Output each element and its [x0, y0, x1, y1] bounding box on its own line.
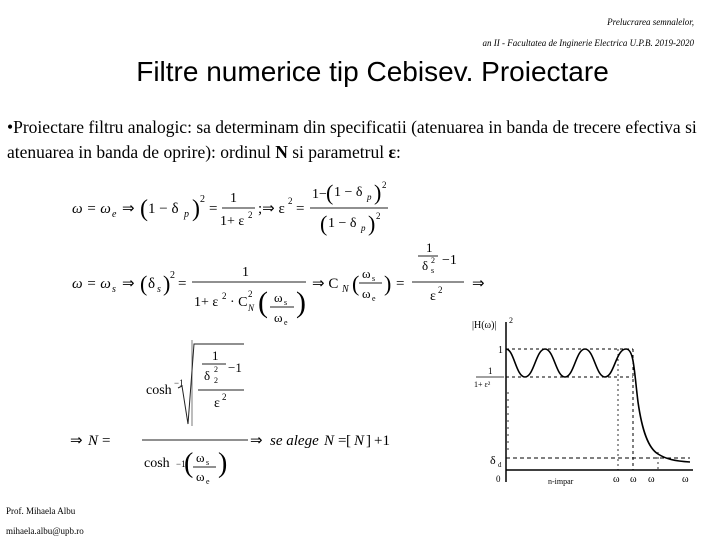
- svg-text:s: s: [284, 298, 288, 307]
- svg-text:⇒: ⇒: [122, 201, 135, 217]
- footer-author: Prof. Mihaela Albu: [6, 506, 76, 516]
- svg-text:1: 1: [212, 348, 219, 363]
- label-delta-sub: d: [498, 461, 502, 469]
- svg-text:=: =: [296, 201, 305, 217]
- svg-text:(: (: [140, 271, 148, 296]
- svg-text:s: s: [206, 458, 210, 467]
- svg-text:): ): [384, 271, 392, 296]
- svg-text:1+ ε: 1+ ε: [220, 214, 245, 229]
- svg-text:[: [: [346, 433, 351, 449]
- svg-text:): ): [192, 196, 200, 222]
- svg-text:p: p: [184, 209, 189, 220]
- svg-text:e: e: [112, 209, 117, 220]
- svg-text:=: =: [209, 201, 218, 217]
- svg-text:δ: δ: [148, 276, 156, 292]
- svg-text:ω: ω: [274, 290, 283, 305]
- svg-text:p: p: [361, 223, 366, 233]
- svg-text:ω: ω: [630, 474, 637, 485]
- svg-text:): ): [368, 211, 376, 236]
- svg-text:· C: · C: [230, 295, 248, 310]
- svg-text:N: N: [354, 433, 365, 449]
- svg-text:]: ]: [366, 433, 371, 449]
- svg-text:δ: δ: [422, 258, 429, 273]
- equation-1: [62, 176, 392, 238]
- bullet-end: :: [395, 142, 401, 162]
- svg-text:−1: −1: [174, 378, 184, 388]
- bullet-n: N: [275, 142, 288, 162]
- svg-text:2: 2: [222, 291, 227, 301]
- svg-text:2: 2: [170, 270, 175, 281]
- bullet-eps: ε: [388, 142, 396, 162]
- bullet-middle: si parametrul: [287, 142, 389, 162]
- y-axis-label: |H(ω)|: [472, 320, 497, 331]
- svg-text:e: e: [372, 294, 376, 303]
- svg-text:N: N: [324, 433, 335, 449]
- svg-text:s: s: [157, 284, 161, 295]
- svg-text:1−: 1−: [312, 187, 327, 202]
- bullet-main: •Proiectare filtru analogic: sa determinam din specificatii (atenuarea in banda de trecere efectiva si atenuarea in banda de oprire): ordinul: [7, 117, 697, 162]
- svg-text:s: s: [372, 274, 376, 283]
- svg-text:ω: ω: [648, 474, 655, 485]
- svg-text:ω: ω: [196, 469, 205, 484]
- svg-text:⇒: ⇒: [70, 433, 83, 449]
- svg-text:=: =: [178, 276, 187, 292]
- svg-text:1 − δ: 1 − δ: [334, 185, 363, 200]
- svg-text:e: e: [284, 318, 288, 327]
- svg-text:2: 2: [438, 285, 443, 295]
- svg-text:⇒: ⇒: [250, 433, 263, 449]
- svg-text:1 − δ: 1 − δ: [328, 216, 357, 231]
- eq3-text: se alege: [270, 433, 319, 449]
- svg-text:2: 2: [248, 210, 253, 220]
- svg-text:(: (: [258, 286, 268, 319]
- svg-text:e: e: [206, 477, 210, 486]
- svg-text:(: (: [352, 271, 360, 296]
- svg-text:ω = ω: ω = ω: [72, 201, 111, 217]
- svg-text:ε: ε: [214, 396, 220, 411]
- label-omega: ω: [682, 474, 689, 485]
- svg-text:2: 2: [214, 365, 218, 374]
- svg-text:ω: ω: [274, 310, 283, 325]
- svg-text:ω: ω: [362, 266, 371, 281]
- svg-text:ω = ω: ω = ω: [72, 276, 111, 292]
- svg-text:2: 2: [382, 180, 387, 190]
- svg-text:s: s: [112, 284, 116, 295]
- bullet-text: [7, 115, 697, 165]
- svg-text:p: p: [367, 192, 372, 202]
- svg-text:cosh: cosh: [144, 456, 170, 471]
- chebyshev-response-graph: [468, 312, 698, 492]
- svg-text:=: =: [102, 433, 111, 449]
- svg-text:ω: ω: [362, 286, 371, 301]
- y-axis-label-sup: 2: [509, 316, 513, 325]
- svg-text:=: =: [396, 276, 405, 292]
- svg-text:2: 2: [288, 196, 293, 206]
- svg-text:2: 2: [431, 256, 435, 265]
- svg-text:(: (: [326, 180, 334, 205]
- svg-text:1+ ε: 1+ ε: [194, 295, 219, 310]
- label-frac-den: 1+ ε²: [474, 380, 491, 389]
- svg-text:2: 2: [200, 194, 205, 205]
- svg-text:1: 1: [242, 265, 249, 280]
- equation-2: [62, 236, 487, 331]
- svg-text:cosh: cosh: [146, 383, 172, 398]
- svg-text:;⇒ ε: ;⇒ ε: [258, 201, 285, 217]
- svg-text:1 − δ: 1 − δ: [148, 201, 179, 217]
- label-frac-num: 1: [488, 366, 493, 376]
- svg-text:=: =: [338, 433, 347, 449]
- svg-text:(: (: [140, 196, 148, 222]
- equation-3: [62, 336, 412, 496]
- svg-text:⇒: ⇒: [472, 276, 485, 292]
- svg-text:N: N: [88, 433, 99, 449]
- svg-text:(: (: [320, 211, 328, 236]
- label-zero: 0: [496, 474, 501, 484]
- course-faculty-year: an II - Facultatea de Inginerie Electrica U.P.B. 2019-2020: [482, 38, 694, 48]
- page-title: Filtre numerice tip Cebisev. Proiectare: [136, 56, 609, 87]
- svg-text:2: 2: [214, 376, 218, 385]
- svg-text:2: 2: [222, 392, 227, 402]
- svg-text:−1: −1: [228, 360, 242, 375]
- svg-text:+1: +1: [374, 433, 390, 449]
- svg-text:s: s: [431, 266, 435, 275]
- svg-text:ε: ε: [430, 289, 436, 304]
- svg-text:): ): [218, 448, 228, 479]
- svg-text:1: 1: [426, 240, 433, 255]
- label-delta: δ: [490, 453, 496, 467]
- svg-text:−1: −1: [176, 459, 186, 469]
- footer-email: mihaela.albu@upb.ro: [6, 526, 84, 536]
- svg-text:−1: −1: [442, 253, 457, 268]
- svg-text:): ): [296, 286, 306, 319]
- magnitude-curve: [506, 349, 690, 462]
- svg-text:N: N: [248, 303, 255, 313]
- label-one: 1: [498, 345, 503, 356]
- label-omega-ticks: ω: [613, 474, 620, 485]
- svg-text:N: N: [342, 284, 349, 295]
- svg-text:2: 2: [376, 211, 381, 221]
- course-name: Prelucrarea semnalelor,: [607, 17, 694, 27]
- svg-text:): ): [163, 271, 171, 296]
- svg-text:1: 1: [230, 191, 237, 206]
- svg-text:ω: ω: [196, 450, 205, 465]
- svg-text:): ): [374, 180, 382, 205]
- svg-text:δ: δ: [204, 368, 211, 383]
- svg-text:(: (: [184, 448, 194, 479]
- svg-text:2: 2: [248, 289, 253, 299]
- svg-text:⇒: ⇒: [122, 276, 135, 292]
- svg-text:⇒ C: ⇒ C: [312, 276, 339, 292]
- label-n-odd: n-impar: [548, 477, 574, 486]
